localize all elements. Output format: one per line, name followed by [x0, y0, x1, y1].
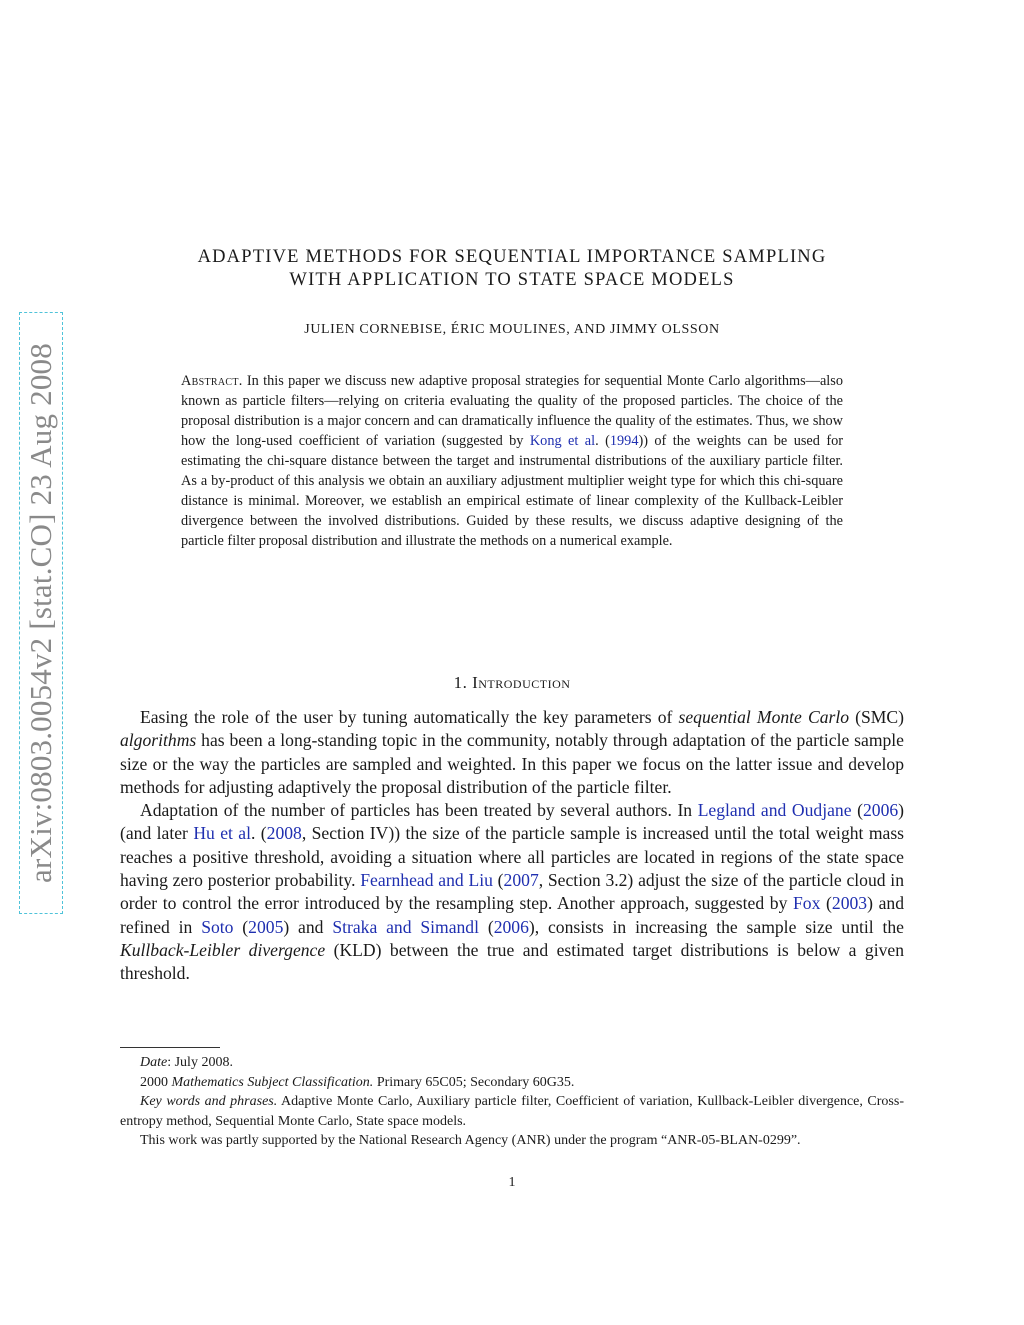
- citation-fearnhead-year[interactable]: 2007: [503, 870, 539, 891]
- title-line-1: ADAPTIVE METHODS FOR SEQUENTIAL IMPORTANCE SAMPLING: [197, 247, 827, 267]
- citation-kong-year[interactable]: 1994: [609, 433, 639, 449]
- footnote-msc: [120, 1073, 904, 1093]
- text: ) (and later: [120, 800, 905, 844]
- citation-legland-year[interactable]: 2006: [862, 800, 899, 821]
- citation-hu[interactable]: Hu et al: [193, 823, 251, 844]
- text: , Section IV)) the size of the particle sample is increased until the total weight mass reaches a positive threshold, avoiding a situation where all particles are located in regions of the state space having zero posterior probability.: [120, 823, 905, 891]
- text: (: [492, 870, 504, 891]
- text: Key words and phrases.: [140, 1094, 278, 1109]
- citation-fearnhead[interactable]: Fearnhead and Liu: [360, 870, 493, 891]
- arxiv-stamp[interactable]: arXiv:0803.0054v2 [stat.CO] 23 Aug 2008: [23, 343, 58, 883]
- section-heading: [120, 673, 904, 693]
- author-list: JULIEN CORNEBISE, ÉRIC MOULINES, AND JIMMY OLSSON: [304, 322, 720, 337]
- abstract: [181, 371, 843, 551]
- text: ) and refined in: [120, 893, 904, 937]
- text: 2000: [140, 1074, 172, 1090]
- citation-straka-year[interactable]: 2006: [493, 916, 529, 937]
- text: (: [233, 916, 249, 937]
- text: ), consists in increasing the sample size until the: [528, 916, 904, 937]
- footnotes: [120, 1053, 904, 1151]
- text: (SMC): [849, 707, 905, 727]
- citation-kong[interactable]: Kong et al: [529, 433, 596, 449]
- text: Mathematics Subject Classification.: [171, 1074, 374, 1090]
- text: (: [851, 800, 863, 821]
- footnote-keywords: [120, 1092, 904, 1131]
- text: (: [820, 893, 832, 914]
- abstract-label: Abstract.: [181, 373, 243, 389]
- text: : July 2008.: [167, 1055, 233, 1070]
- paragraph-2: [120, 799, 904, 985]
- abstract-text: . (: [595, 433, 610, 449]
- body-text: [120, 706, 904, 986]
- paper-title: [120, 246, 904, 292]
- text: Adaptation of the number of particles has been treated by several authors. In: [140, 800, 698, 821]
- citation-legland[interactable]: Legland and Oudjane: [697, 800, 852, 821]
- text: Easing the role of the user by tuning automatically the key parameters of: [140, 707, 679, 727]
- footnote-support: This work was partly supported by the National Research Agency (ANR) under the program “ANR-05-BLAN-0299”.: [140, 1133, 801, 1148]
- citation-hu-year[interactable]: 2008: [266, 823, 302, 844]
- text: ) and: [283, 916, 333, 937]
- text: (: [479, 916, 494, 937]
- text: Date: [140, 1055, 168, 1070]
- footnote-divider: [120, 1047, 220, 1048]
- citation-straka[interactable]: Straka and Simandl: [332, 916, 479, 937]
- text: . (: [251, 823, 267, 844]
- text: (KLD) between the true and estimated target distributions is below a given threshold.: [120, 939, 904, 984]
- emphasis: algorithms: [120, 730, 197, 751]
- footnote-date: [120, 1053, 904, 1073]
- paragraph-1: [120, 706, 904, 799]
- section-title: Introduction: [472, 673, 571, 692]
- title-line-2: WITH APPLICATION TO STATE SPACE MODELS: [289, 270, 735, 290]
- citation-fox-year[interactable]: 2003: [831, 893, 868, 914]
- abstract-text: In this paper we discuss new adaptive proposal strategies for sequential Monte Carlo algorithms—also known as particle filters—relying on criteria evaluating the quality of the proposed particles. The choice of the proposal distribution is a major concern and can dramatically influence the quality of the estimates. Thus, we show how the long-used coefficient of variation (suggested by: [181, 373, 843, 449]
- section-number: 1.: [453, 673, 468, 692]
- text: has been a long-standing topic in the community, notably through adaptation of the particle sample size or the way the particles are sampled and weighted. In this paper we focus on the latter issue and develop methods for adjusting adaptively the proposal distribution of the particle filter.: [120, 730, 904, 797]
- text: , Section 3.2) adjust the size of the particle cloud in order to control the error introduced by the resampling step. Another approach, suggested by: [120, 870, 904, 914]
- abstract-text: )) of the weights can be used for estimating the chi-square distance between the target and instrumental distributions of the auxiliary particle filter. As a by-product of this analysis we obtain an auxiliary adjustment multiplier weight type for which this chi-square distance is minimal. Moreover, we establish an empirical estimate of linear complexity of the Kullback-Leibler divergence between the involved distributions. Guided by these results, we discuss adaptive designing of the particle filter proposal distribution and illustrate the methods on a numerical example.: [181, 433, 843, 549]
- emphasis: sequential Monte Carlo: [678, 707, 850, 727]
- text: Primary 65C05; Secondary 60G35.: [373, 1074, 575, 1090]
- citation-soto-year[interactable]: 2005: [248, 916, 284, 937]
- citation-fox[interactable]: Fox: [793, 893, 821, 914]
- emphasis: Kullback-Leibler divergence: [120, 939, 326, 960]
- text: Adaptive Monte Carlo, Auxiliary particle filter, Coefficient of variation, Kullback-Leibler divergence, Cross-entropy method, Sequential Monte Carlo, State space models.: [120, 1094, 904, 1129]
- citation-soto[interactable]: Soto: [201, 916, 234, 937]
- page-number: 1: [508, 1175, 516, 1190]
